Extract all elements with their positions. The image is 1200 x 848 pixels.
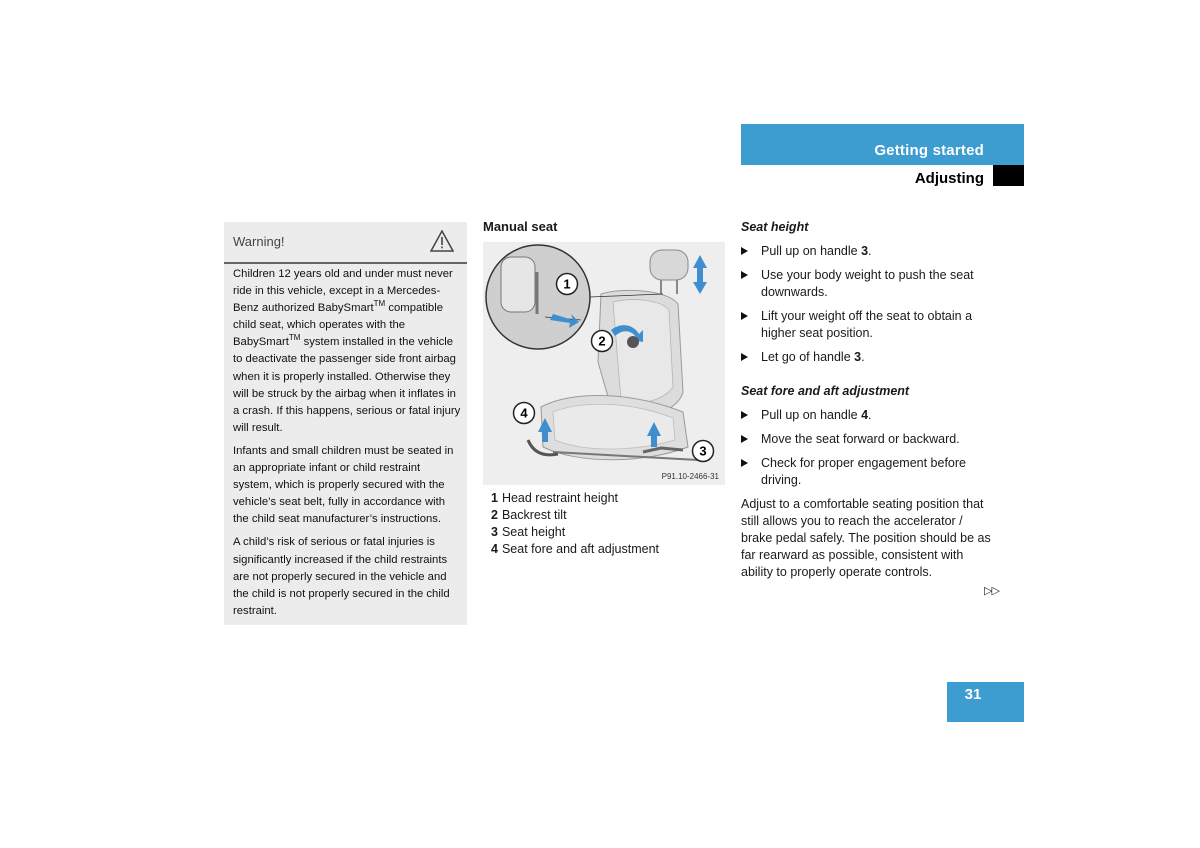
warning-paragraph-2: Infants and small children must be seated in an appropriate infant or child restraint system, which is properly secured with the vehicle’s seat belt, fully in accordance with the child seat manufacturer’s instructions.: [233, 444, 454, 526]
bullet-arrow-icon: [741, 459, 748, 467]
legend-item: 3 Seat height: [491, 525, 566, 539]
instruction-step: Check for proper engagement before driving.: [741, 455, 991, 489]
section-marker-tab: [993, 165, 1024, 186]
warning-paragraph-3: A child’s risk of serious or fatal injuries is significantly increased if the child restraints are not properly secured in the vehicle and the child is not properly secured in the child restraint.: [233, 536, 450, 617]
page-number: 31: [964, 686, 982, 703]
svg-text:1: 1: [563, 276, 571, 292]
instruction-step: Move the seat forward or backward.: [741, 431, 991, 448]
svg-text:4: 4: [520, 405, 528, 421]
seat-height-heading: Seat height: [741, 220, 809, 234]
instruction-step: Pull up on handle 3.: [741, 243, 991, 260]
figure-code: P91.10-2466-31: [661, 472, 719, 481]
adjustment-paragraph: Adjust to a comfortable seating position that still allows you to reach the accelerator / brake pedal safely. The position should be as far rearward as possible, consistent with ability to properly operate controls.: [741, 497, 991, 579]
callout-1: [555, 272, 579, 296]
legend-item: 2 Backrest tilt: [491, 508, 567, 522]
bullet-arrow-icon: [741, 271, 748, 279]
instruction-step: Pull up on handle 4.: [741, 407, 991, 424]
svg-text:3: 3: [699, 443, 707, 459]
continued-icon: ▷▷: [984, 585, 999, 597]
instruction-step: Use your body weight to push the seat downwards.: [741, 267, 991, 301]
warning-title: Warning!: [233, 234, 285, 249]
instructions-column: [741, 219, 991, 581]
warning-header: [224, 222, 467, 264]
warning-body: [233, 266, 461, 626]
warning-paragraph-1: Children 12 years old and under must never ride in this vehicle, except in a Mercedes-Benz authorized BabySmart™ compatible child seat, which operates with the BabySmart™ system installed in the vehicle to deactivate the passenger side front airbag when it is properly installed. Otherwise they will be struck by the airbag when it inflates in a crash. If this happens, serious or fatal injury will result.: [233, 268, 461, 434]
callout-4: [512, 401, 536, 425]
subsection-title: Adjusting: [914, 170, 984, 187]
seat-illustration: [483, 242, 725, 485]
seat-fore-aft-heading: Seat fore and aft adjustment: [741, 384, 910, 398]
bullet-arrow-icon: [741, 247, 748, 255]
instruction-step: Let go of handle 3.: [741, 349, 991, 366]
figure-legend: [491, 490, 659, 558]
instruction-step: Lift your weight off the seat to obtain a higher seat position.: [741, 308, 991, 342]
bullet-arrow-icon: [741, 411, 748, 419]
callout-3: [691, 439, 715, 463]
legend-item: 1 Head restraint height: [491, 491, 618, 505]
bullet-arrow-icon: [741, 312, 748, 320]
warning-triangle-icon: [430, 230, 454, 252]
warning-box: [224, 222, 467, 625]
section-title: Getting started: [874, 142, 984, 159]
bullet-arrow-icon: [741, 353, 748, 361]
legend-item: 4 Seat fore and aft adjustment: [491, 542, 659, 556]
svg-text:2: 2: [598, 333, 606, 349]
bullet-arrow-icon: [741, 435, 748, 443]
manual-seat-heading: Manual seat: [483, 219, 558, 234]
seat-drawing: [483, 242, 725, 485]
callout-2: [590, 329, 614, 353]
